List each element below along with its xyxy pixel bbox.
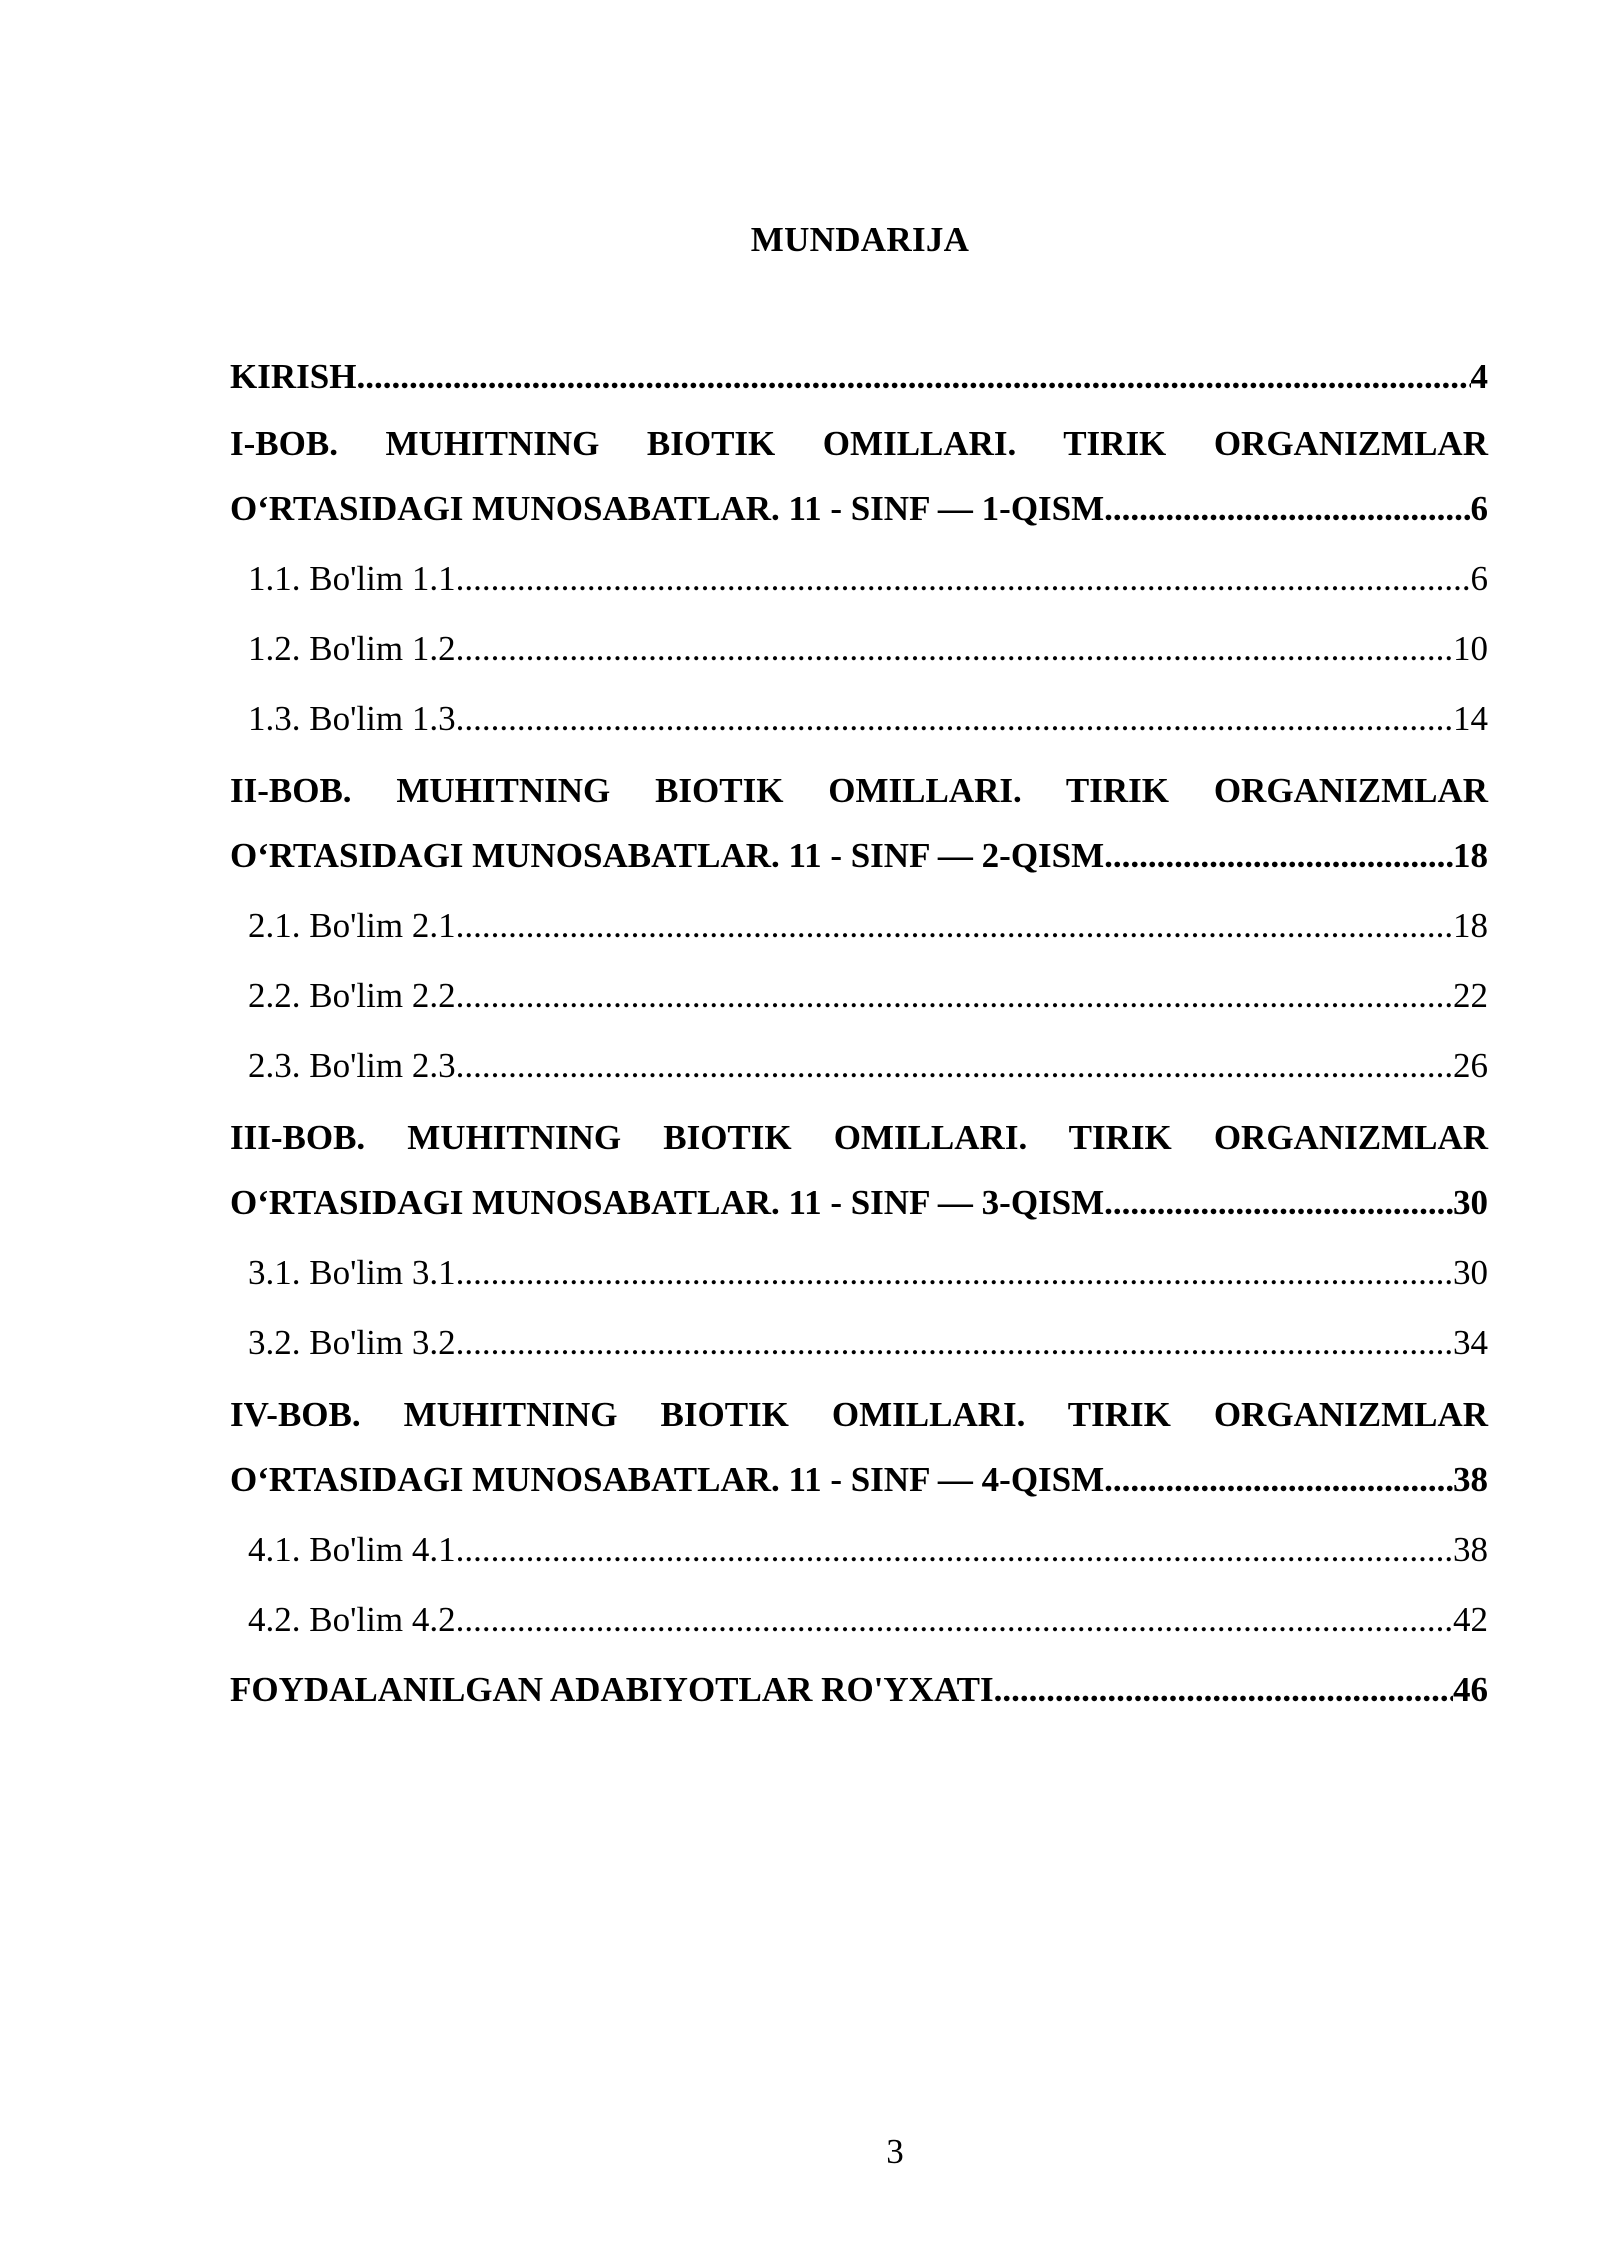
toc-entry-label: 3.2. Bo'lim 3.2 [248,1323,456,1362]
toc-entry-label: 2.1. Bo'lim 2.1 [248,906,456,945]
toc-chapter-title: II-BOB. MUHITNING BIOTIK OMILLARI. TIRIK ORGANIZMLAR [230,771,1488,810]
toc-chapter-2-line2[interactable] [230,832,1488,880]
toc-entry-label: FOYDALANILGAN ADABIYOTLAR RO'YXATI [230,1670,994,1709]
toc-section-1-2[interactable] [248,625,1488,673]
toc-entry-label: 4.2. Bo'lim 4.2 [248,1600,456,1639]
page-number: 3 [886,2132,904,2171]
toc-chapter-3-line2[interactable] [230,1179,1488,1227]
toc-entry-page: 38 [1453,1530,1488,1569]
toc-entry-label: 3.1. Bo'lim 3.1 [248,1253,456,1292]
dot-leader [1104,832,1453,880]
toc-entry-label: 4.1. Bo'lim 4.1 [248,1530,456,1569]
dot-leader [356,353,1470,401]
toc-chapter-title: III-BOB. MUHITNING BIOTIK OMILLARI. TIRIK ORGANIZMLAR [230,1118,1488,1157]
toc-section-1-1[interactable] [248,555,1488,603]
toc-chapter-title: O‘RTASIDAGI MUNOSABATLAR. 11 - SINF — 4-QISM [230,1460,1105,1499]
toc-entry-label: 2.3. Bo'lim 2.3 [248,1046,456,1085]
toc-entry-references[interactable] [230,1666,1488,1714]
toc-chapter-2-line1[interactable] [230,767,1488,815]
toc-entry-page: 18 [1453,836,1488,875]
toc-entry-page: 6 [1470,559,1488,598]
toc-entry-page: 38 [1453,1460,1488,1499]
toc-section-4-2[interactable] [248,1596,1488,1644]
toc-chapter-title: O‘RTASIDAGI MUNOSABATLAR. 11 - SINF — 3-QISM [230,1183,1105,1222]
toc-entry-page: 6 [1470,489,1488,528]
toc-entry-label: 2.2. Bo'lim 2.2 [248,976,456,1015]
dot-leader [456,1319,1453,1367]
toc-entry-page: 22 [1453,976,1488,1015]
dot-leader [456,1526,1453,1574]
toc-section-1-3[interactable] [248,695,1488,743]
toc-entry-page: 10 [1453,629,1488,668]
toc-entry-page: 14 [1453,699,1488,738]
toc-section-2-1[interactable] [248,902,1488,950]
toc-chapter-title: IV-BOB. MUHITNING BIOTIK OMILLARI. TIRIK ORGANIZMLAR [230,1395,1488,1434]
dot-leader [456,625,1453,673]
toc-entry-page: 42 [1453,1600,1488,1639]
dot-leader [994,1666,1453,1714]
page-title: MUNDARIJA [750,220,970,259]
toc-entry-page: 4 [1470,357,1488,396]
toc-chapter-1-line1[interactable] [230,420,1488,468]
toc-entry-label: 1.2. Bo'lim 1.2 [248,629,456,668]
dot-leader [456,555,1471,603]
toc-entry-label: 1.3. Bo'lim 1.3 [248,699,456,738]
dot-leader [456,695,1453,743]
toc-section-3-1[interactable] [248,1249,1488,1297]
toc-entry-page: 46 [1453,1670,1488,1709]
toc-section-2-3[interactable] [248,1042,1488,1090]
dot-leader [456,1042,1453,1090]
toc-entry-page: 26 [1453,1046,1488,1085]
toc-section-4-1[interactable] [248,1526,1488,1574]
toc-chapter-title: I-BOB. MUHITNING BIOTIK OMILLARI. TIRIK ORGANIZMLAR [230,424,1488,463]
dot-leader [456,902,1453,950]
dot-leader [1104,485,1470,533]
dot-leader [456,1596,1453,1644]
dot-leader [1104,1179,1453,1227]
toc-entry-page: 34 [1453,1323,1488,1362]
toc-entry-page: 30 [1453,1253,1488,1292]
dot-leader [456,1249,1453,1297]
toc-entry-label: 1.1. Bo'lim 1.1 [248,559,456,598]
toc-section-3-2[interactable] [248,1319,1488,1367]
toc-entry-label: KIRISH [230,357,357,396]
toc-chapter-title: O‘RTASIDAGI MUNOSABATLAR. 11 - SINF — 1-QISM [230,489,1105,528]
toc-chapter-4-line1[interactable] [230,1391,1488,1439]
toc-chapter-1-line2[interactable] [230,485,1488,533]
dot-leader [1104,1456,1453,1504]
toc-section-2-2[interactable] [248,972,1488,1020]
toc-entry-intro[interactable] [230,353,1488,401]
toc-chapter-3-line1[interactable] [230,1114,1488,1162]
toc-entry-page: 30 [1453,1183,1488,1222]
toc-chapter-4-line2[interactable] [230,1456,1488,1504]
toc-entry-page: 18 [1453,906,1488,945]
toc-chapter-title: O‘RTASIDAGI MUNOSABATLAR. 11 - SINF — 2-QISM [230,836,1105,875]
dot-leader [456,972,1453,1020]
